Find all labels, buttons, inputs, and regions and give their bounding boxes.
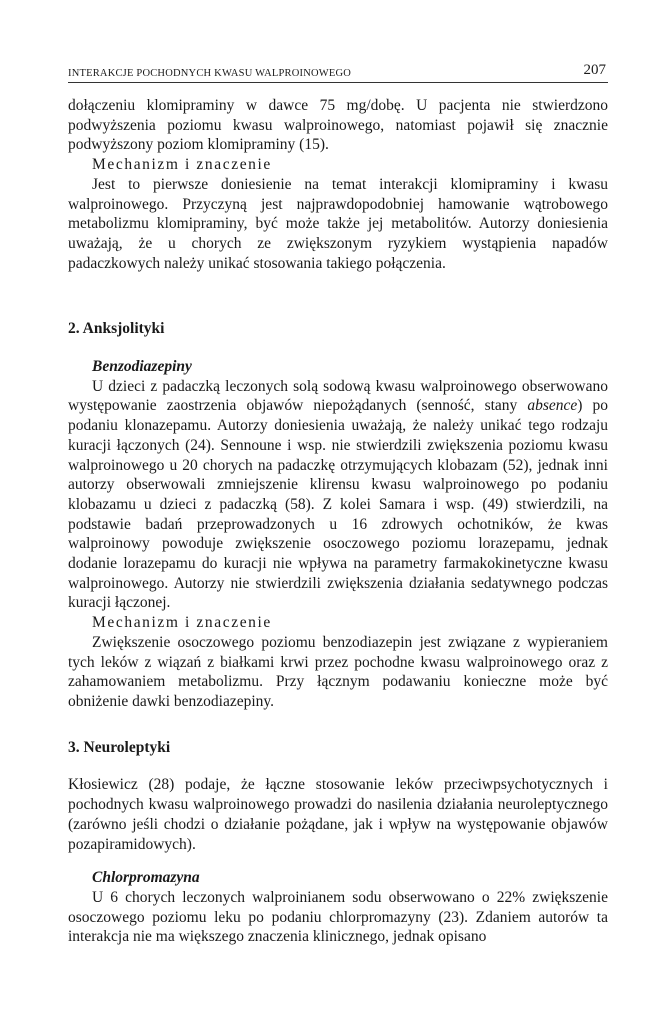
paragraph-mechanism-2: Zwiększenie osoczowego poziomu benzodiazepin jest związane z wypieraniem tych leków z wiązań z białkami krwi przez pochodne kwasu walproinowego oraz z zahamowaniem metabolizmu. Przy łącznym podawaniu konieczne może być obniżenie dawki benzodiazepiny. bbox=[68, 633, 608, 710]
section-heading-anxiolytics: 2. Anksjolityki bbox=[68, 320, 165, 338]
text-run: U dzieci z padaczką leczonych solą sodową kwasu walproinowego obserwowano występowanie zaostrzenia objawów niepożądanych (senność, stany bbox=[68, 377, 608, 415]
header-title: INTERAKCJE POCHODNYCH KWASU WALPROINOWEGO bbox=[68, 68, 352, 79]
section-heading-neuroleptics: 3. Neuroleptyki bbox=[68, 738, 171, 756]
paragraph-continuation: dołączeniu klomipraminy w dawce 75 mg/dobę. U pacjenta nie stwierdzono podwyższenia poziomu kwasu walproinowego, natomiast pojawił się znacznie podwyższony poziom klomipraminy (15). bbox=[68, 97, 608, 154]
mechanism-heading-2: Mechanizm i znaczenie bbox=[92, 614, 272, 632]
italic-term: absence bbox=[527, 397, 578, 415]
document-page bbox=[68, 0, 608, 1020]
text-run: ) po podaniu klonazepamu. Autorzy doniesienia uważają, że należy unikać tego rodzaju kuracji łączonych (24). Sennoune i wsp. nie stwierdzili zwiększenia poziomu kwasu walproinowego u 20 chorych na padaczkę otrzymujących klobazam (52), jednak inni autorzy obserwowali zmniejszenie klirensu kwasu walproinowego po podaniu klobazamu u dzieci z padaczką (58). Z kolei Samara i wsp. (49) stwierdzili, na podstawie badań przeprowadzonych u 16 zdrowych ochotników, że kwas walproinowy powoduje zwiększenie osoczowego poziomu lorazepamu, jednak dodanie lorazepamu do kuracji nie wpływa na parametry farmakokinetyczne kwasu walproinowego. Autorzy nie stwierdzili zwiększenia działania sedatywnego podczas kuracji łączonej. bbox=[68, 397, 608, 612]
running-header bbox=[68, 58, 608, 83]
page-number: 207 bbox=[583, 62, 606, 78]
subsection-heading-benzodiazepines: Benzodiazepiny bbox=[92, 358, 192, 376]
paragraph-mechanism-1: Jest to pierwsze doniesienie na temat interakcji klomipraminy i kwasu walproinowego. Przyczyną jest najprawdopodobniej hamowanie wątrobowego metabolizmu klomipraminy, być może także jej metabolitów. Autorzy doniesienia uważają, że u chorych ze zwiększonym ryzykiem wystąpienia napadów padaczkowych należy unikać stosowania takiego połączenia. bbox=[68, 175, 608, 272]
page-body bbox=[68, 96, 608, 947]
subsection-heading-chlorpromazine: Chlorpromazyna bbox=[92, 869, 200, 887]
spacer bbox=[68, 273, 608, 293]
spacer bbox=[68, 854, 608, 868]
mechanism-heading-1: Mechanizm i znaczenie bbox=[92, 156, 272, 174]
paragraph-chlorpromazine: U 6 chorych leczonych walproinianem sodu obserwowano o 22% zwiększenie osoczowego poziomu leku po podaniu chlorpromazyny (23). Zdaniem autorów ta interakcja nie ma większego znaczenia klinicznego, jednak opisano bbox=[68, 888, 608, 946]
paragraph-neuroleptics: Kłosiewicz (28) podaje, że łączne stosowanie leków przeciwpsychotycznych i pochodnych kwasu walproinowego prowadzi do nasilenia działania neuroleptycznego (zarówno jeśli chodzi o działanie pożądane, jak i wpływ na występowanie objawów pozapiramidowych). bbox=[68, 776, 608, 853]
paragraph-benzodiazepines bbox=[68, 377, 608, 613]
